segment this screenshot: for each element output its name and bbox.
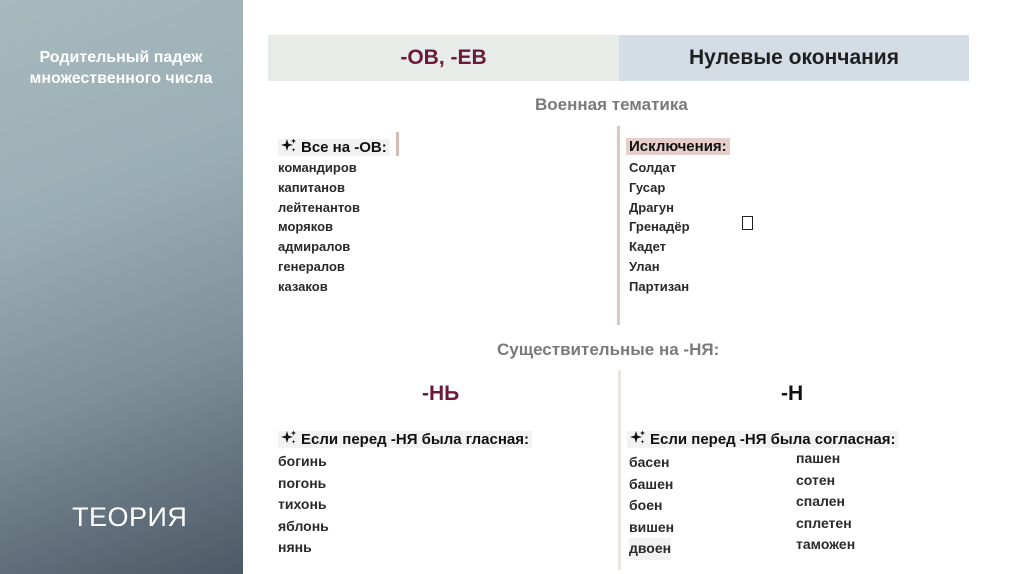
list-item: двоен <box>629 538 671 560</box>
list-item: боен <box>629 497 663 513</box>
list-item: сотен <box>796 471 836 488</box>
consonant-word-list-a <box>629 452 674 560</box>
exceptions-heading-text: Исключения: <box>626 138 730 155</box>
list-item: сплетен <box>796 514 852 531</box>
list-item: Драгун <box>629 199 674 215</box>
empty-box-icon <box>742 216 753 230</box>
list-item: таможен <box>796 536 856 552</box>
divider-accent <box>396 132 399 156</box>
list-item: командиров <box>278 160 357 175</box>
list-item: басен <box>629 454 670 470</box>
slide-content <box>243 0 1024 574</box>
list-item: Солдат <box>629 160 677 175</box>
consonant-rule-heading <box>627 430 899 448</box>
sidebar <box>0 0 243 574</box>
soft-ending-heading: -НЬ <box>422 382 460 405</box>
sparkle-icon <box>630 430 646 446</box>
list-item: Улан <box>629 258 660 274</box>
military-section-title: Военная тематика <box>535 95 688 114</box>
column-divider <box>618 370 621 570</box>
list-item: лейтенантов <box>278 199 360 215</box>
rule-heading-text: Если перед -НЯ была согласная: <box>650 431 896 448</box>
left-rule-heading <box>278 138 390 156</box>
sparkle-icon <box>281 138 297 154</box>
list-item: погонь <box>278 474 327 491</box>
list-item: адмиралов <box>278 239 351 255</box>
section-label: ТЕОРИЯ <box>72 502 188 532</box>
list-item: нянь <box>278 539 312 555</box>
sparkle-icon <box>281 430 297 446</box>
hard-ending-heading: -Н <box>781 382 804 405</box>
list-item: яблонь <box>278 517 329 534</box>
ov-word-list <box>278 158 360 297</box>
list-item: богинь <box>278 453 327 469</box>
exceptions-heading <box>626 138 730 155</box>
list-item: моряков <box>278 219 334 235</box>
list-item: тихонь <box>278 496 327 512</box>
slide-topic-title: Родительный падеж множественного числа <box>29 49 213 87</box>
vowel-rule-heading <box>278 430 532 448</box>
list-item: Гусар <box>629 179 666 195</box>
list-item: Гренадёр <box>629 219 690 235</box>
list-item: генералов <box>278 258 345 274</box>
list-item: капитанов <box>278 179 345 195</box>
rule-heading-text: Все на -ОВ: <box>301 139 387 156</box>
list-item: Кадет <box>629 239 667 255</box>
list-item: пашен <box>796 450 841 466</box>
consonant-word-list-b <box>796 448 855 556</box>
list-item: казаков <box>278 278 328 294</box>
list-item: спален <box>796 493 845 509</box>
vowel-word-list <box>278 451 329 559</box>
list-item: башен <box>629 475 674 492</box>
header-ov-ev: -ОВ, -ЕВ <box>268 35 619 81</box>
list-item: вишен <box>629 518 675 535</box>
header-zero-endings: Нулевые окончания <box>619 35 969 81</box>
list-item: Партизан <box>629 278 690 294</box>
nya-section-title: Существительные на -НЯ: <box>497 340 720 359</box>
rule-heading-text: Если перед -НЯ была гласная: <box>301 431 529 448</box>
column-divider <box>617 126 620 325</box>
exceptions-word-list <box>629 158 690 297</box>
